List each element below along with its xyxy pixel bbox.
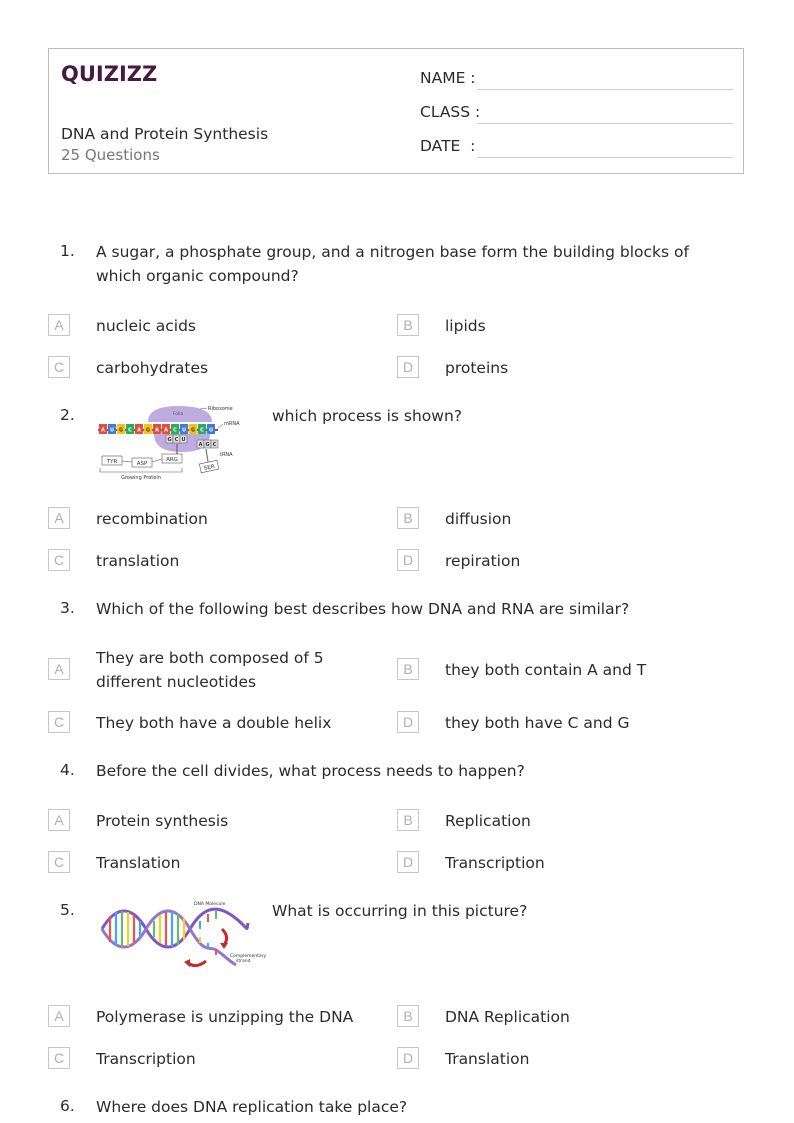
option-letter: A: [48, 658, 70, 680]
option-letter: D: [397, 851, 419, 873]
option-letter: C: [48, 711, 70, 733]
option-text: Transcription: [445, 854, 545, 872]
translation-diagram: [96, 404, 256, 482]
svg-text:Ribosome: Ribosome: [208, 406, 233, 412]
option-letter: D: [397, 711, 419, 733]
svg-text:A: A: [101, 427, 105, 434]
name-label: NAME :: [420, 69, 476, 87]
svg-text:strand: strand: [236, 959, 251, 964]
question-count: 25 Questions: [61, 146, 160, 164]
option-text: repiration: [445, 552, 521, 570]
svg-text:SER: SER: [203, 463, 216, 473]
class-label: CLASS :: [420, 103, 481, 121]
date-line[interactable]: [477, 157, 733, 158]
question-text: A sugar, a phosphate group, and a nitrogen base form the building blocks of which organic compound?: [96, 243, 689, 285]
svg-text:A: A: [137, 427, 141, 434]
name-line[interactable]: [477, 89, 733, 90]
option-letter: C: [48, 356, 70, 378]
option-letter: D: [397, 1047, 419, 1069]
question-text: Where does DNA replication take place?: [96, 1098, 408, 1116]
option-text: recombination: [96, 510, 208, 528]
svg-text:ARG: ARG: [166, 457, 178, 463]
svg-text:tRNA: tRNA: [220, 452, 233, 458]
option-letter: C: [48, 1047, 70, 1069]
svg-text:Folla: Folla: [172, 412, 184, 417]
option-letter: C: [48, 851, 70, 873]
option-text: Translation: [96, 854, 181, 872]
option-text: DNA Replication: [445, 1008, 570, 1026]
date-label: DATE :: [420, 137, 476, 155]
option-text: carbohydrates: [96, 359, 209, 377]
svg-text:U: U: [181, 427, 187, 434]
svg-text:C: C: [212, 442, 217, 448]
question-text: Before the cell divides, what process needs to happen?: [96, 762, 525, 780]
option-letter: B: [397, 658, 419, 680]
option-text: nucleic acids: [96, 317, 197, 335]
dna-replication-diagram: [96, 899, 267, 977]
svg-text:A: A: [198, 442, 203, 448]
option-letter: A: [48, 809, 70, 831]
option-letter: D: [397, 356, 419, 378]
svg-text:C: C: [173, 427, 177, 434]
option-text: they both contain A and T: [445, 661, 647, 679]
option-letter: B: [397, 507, 419, 529]
svg-text:DNA Molecule: DNA Molecule: [194, 902, 226, 907]
worksheet-title: DNA and Protein Synthesis: [61, 125, 269, 143]
option-letter: B: [397, 1005, 419, 1027]
option-letter: C: [48, 549, 70, 571]
svg-text:TYR: TYR: [106, 459, 118, 465]
option-letter: A: [48, 507, 70, 529]
svg-text:G: G: [145, 427, 151, 434]
brand-text: QUIZIZZ: [61, 62, 158, 86]
svg-text:ASP: ASP: [136, 461, 148, 467]
option-text: lipids: [445, 317, 486, 335]
question-number: 2.: [60, 406, 75, 424]
question-number: 5.: [60, 901, 75, 919]
option-text: Protein synthesis: [96, 812, 229, 830]
option-text: They are both composed of 5 different nucleotides: [96, 649, 324, 691]
option-text: Replication: [445, 812, 531, 830]
option-text: diffusion: [445, 510, 512, 528]
question-number: 4.: [60, 761, 75, 779]
svg-text:C: C: [128, 427, 132, 434]
svg-text:C: C: [200, 427, 204, 434]
svg-text:G: G: [167, 437, 172, 443]
option-text: proteins: [445, 359, 509, 377]
svg-text:U: U: [109, 427, 115, 434]
question-number: 6.: [60, 1097, 75, 1115]
svg-text:G: G: [205, 442, 210, 448]
option-text: they both have C and G: [445, 714, 630, 732]
svg-text:A: A: [164, 427, 168, 434]
option-text: They both have a double helix: [96, 714, 332, 732]
svg-text:A: A: [155, 427, 159, 434]
svg-text:U: U: [181, 437, 186, 443]
class-line[interactable]: [477, 123, 733, 124]
svg-text:Growing Protein: Growing Protein: [121, 475, 161, 481]
option-letter: B: [397, 314, 419, 336]
option-letter: A: [48, 1005, 70, 1027]
worksheet-header: [48, 48, 744, 174]
svg-text:Complementary: Complementary: [230, 954, 267, 959]
option-text: Polymerase is unzipping the DNA: [96, 1008, 354, 1026]
question-text: Which of the following best describes how DNA and RNA are similar?: [96, 600, 630, 618]
question-number: 3.: [60, 599, 75, 617]
option-letter: D: [397, 549, 419, 571]
svg-text:C: C: [174, 437, 179, 443]
option-letter: A: [48, 314, 70, 336]
svg-text:U: U: [208, 427, 214, 434]
svg-text:G: G: [118, 427, 124, 434]
question-text: which process is shown?: [272, 407, 462, 425]
svg-text:G: G: [190, 427, 196, 434]
option-letter: B: [397, 809, 419, 831]
option-text: Translation: [445, 1050, 530, 1068]
option-text: Transcription: [96, 1050, 196, 1068]
question-text: What is occurring in this picture?: [272, 902, 528, 920]
question-number: 1.: [60, 242, 75, 260]
quizizz-logo: [61, 60, 158, 86]
svg-text:mRNA: mRNA: [224, 421, 240, 427]
option-text: translation: [96, 552, 180, 570]
